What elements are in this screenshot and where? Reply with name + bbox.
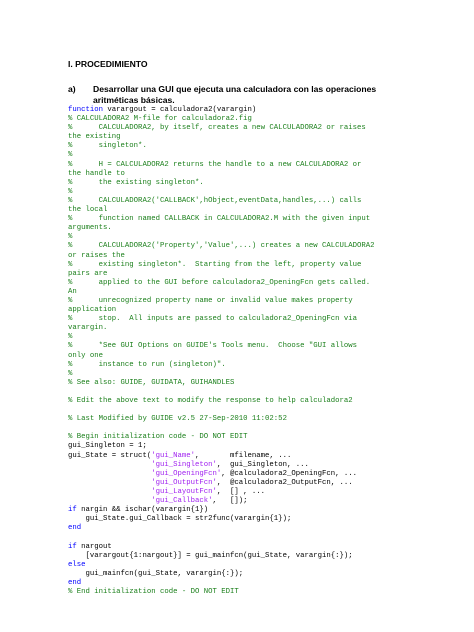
code-line xyxy=(68,570,408,579)
code-line xyxy=(68,415,408,424)
code-token: % See also: GUIDE, GUIDATA, GUIHANDLES xyxy=(68,378,235,387)
subsection-marker: a) xyxy=(68,84,76,94)
code-token: end xyxy=(68,578,82,587)
code-token: application xyxy=(68,306,117,315)
code-token: 'gui_Name' xyxy=(151,451,195,460)
code-token: 'gui_Singleton' xyxy=(151,460,217,469)
code-token: , [] , ... xyxy=(216,487,266,496)
code-token: , @calculadora2_OutputFcn, ... xyxy=(216,478,353,487)
code-token: % Last Modified by GUIDE v2.5 27-Sep-2010 11:02:52 xyxy=(68,415,287,424)
code-token: nargin && ischar(varargin{1}) xyxy=(76,506,209,515)
code-line xyxy=(68,215,408,224)
code-token: % CALCULADORA2 M-file for calculadora2.fig xyxy=(68,115,252,124)
code-line xyxy=(68,506,408,515)
code-line xyxy=(68,170,408,179)
code-line xyxy=(68,397,408,406)
code-line xyxy=(68,524,408,533)
code-token: , @calculadora2_OpeningFcn, ... xyxy=(221,469,358,478)
code-line xyxy=(68,442,408,451)
code-line xyxy=(68,561,408,570)
code-token: % function named CALLBACK in CALCULADORA2.M with the given input xyxy=(68,215,371,224)
code-line xyxy=(68,197,408,206)
code-line xyxy=(68,315,408,324)
code-line xyxy=(68,133,408,142)
code-line xyxy=(68,270,408,279)
code-token: % H = CALCULADORA2 returns the handle to a new CALCULADORA2 or xyxy=(68,160,362,169)
code-line xyxy=(68,424,408,433)
code-line xyxy=(68,579,408,588)
code-line xyxy=(68,543,408,552)
code-token: the local xyxy=(68,206,108,215)
code-token xyxy=(68,470,151,478)
code-token: % xyxy=(68,233,73,242)
code-token: gui_State.gui_Callback = str2func(varargin{1}); xyxy=(68,515,292,524)
code-token: % applied to the GUI before calculadora2_OpeningFcn gets called. xyxy=(68,278,371,287)
subsection-item xyxy=(68,84,408,105)
code-line xyxy=(68,406,408,415)
code-line xyxy=(68,124,408,133)
code-line xyxy=(68,179,408,188)
code-line xyxy=(68,142,408,151)
code-line xyxy=(68,233,408,242)
code-token: gui_State = struct( xyxy=(68,451,152,460)
code-line xyxy=(68,388,408,397)
subsection-text: Desarrollar una GUI que ejecuta una calculadora con las operaciones aritméticas básicas. xyxy=(93,84,377,105)
code-line xyxy=(68,515,408,524)
code-line xyxy=(68,352,408,361)
code-token: end xyxy=(68,524,82,533)
code-token: % unrecognized property name or invalid value makes property xyxy=(68,296,353,305)
code-line xyxy=(68,151,408,160)
code-line xyxy=(68,461,408,470)
code-line xyxy=(68,297,408,306)
code-token: % instance to run (singleton)". xyxy=(68,360,226,369)
code-token: [varargout{1:nargout}] = gui_mainfcn(gui_State, varargin{:}); xyxy=(68,551,353,560)
code-line xyxy=(68,361,408,370)
code-token: % xyxy=(68,151,73,160)
code-line xyxy=(68,279,408,288)
code-line xyxy=(68,379,408,388)
code-line xyxy=(68,288,408,297)
code-line xyxy=(68,342,408,351)
section-heading: I. PROCEDIMIENTO xyxy=(68,59,148,69)
code-token: varargout = calculadora2(varargin) xyxy=(103,106,257,114)
code-line xyxy=(68,370,408,379)
code-line xyxy=(68,115,408,124)
code-token: 'gui_Callback' xyxy=(151,497,213,506)
code-line xyxy=(68,161,408,170)
code-token: function xyxy=(68,106,104,114)
code-token: 'gui_OpeningFcn' xyxy=(151,469,222,478)
code-line xyxy=(68,324,408,333)
code-line xyxy=(68,452,408,461)
code-line xyxy=(68,224,408,233)
code-token: % singleton*. xyxy=(68,142,147,151)
code-token: % CALCULADORA2('CALLBACK',hObject,eventData,handles,...) calls xyxy=(68,196,362,205)
code-token: % xyxy=(68,333,73,342)
code-line xyxy=(68,497,408,506)
matlab-code-block xyxy=(68,106,408,597)
code-line xyxy=(68,433,408,442)
code-line xyxy=(68,242,408,251)
code-token: % Edit the above text to modify the response to help calculadora2 xyxy=(68,397,353,405)
code-token: arguments. xyxy=(68,224,112,233)
code-token: only one xyxy=(68,351,104,360)
code-line xyxy=(68,252,408,261)
code-token: % End initialization code - DO NOT EDIT xyxy=(68,587,239,596)
code-line xyxy=(68,533,408,542)
code-token: the existing xyxy=(68,133,121,142)
code-token: % the existing singleton*. xyxy=(68,178,204,187)
code-line xyxy=(68,552,408,561)
code-line xyxy=(68,488,408,497)
code-token xyxy=(68,488,151,496)
code-token: varargin. xyxy=(68,324,108,333)
code-token: if xyxy=(68,506,77,515)
code-token xyxy=(68,479,151,487)
code-token: gui_mainfcn(gui_State, varargin{:}); xyxy=(68,569,244,578)
code-token: , gui_Singleton, ... xyxy=(216,460,309,469)
code-token: % CALCULADORA2, by itself, creates a new CALCULADORA2 or raises xyxy=(68,124,366,133)
code-token: 'gui_OutputFcn' xyxy=(151,478,217,487)
code-line xyxy=(68,470,408,479)
code-token: the handle to xyxy=(68,169,125,178)
code-token: % Begin initialization code - DO NOT EDIT xyxy=(68,433,248,442)
code-token: An xyxy=(68,287,77,296)
code-line xyxy=(68,206,408,215)
code-line xyxy=(68,261,408,270)
code-token: % xyxy=(68,187,73,196)
code-token: nargout xyxy=(76,542,112,551)
code-token: , []); xyxy=(212,497,248,506)
code-token: else xyxy=(68,560,86,569)
code-line xyxy=(68,333,408,342)
code-token xyxy=(68,461,151,469)
code-token: % xyxy=(68,369,73,378)
code-line xyxy=(68,188,408,197)
code-token: 'gui_LayoutFcn' xyxy=(151,487,217,496)
code-token: gui_Singleton = 1; xyxy=(68,442,147,451)
code-token: % *See GUI Options on GUIDE's Tools menu. Choose "GUI allows xyxy=(68,342,358,351)
code-token xyxy=(68,497,151,505)
code-line xyxy=(68,479,408,488)
code-token: % stop. All inputs are passed to calculadora2_OpeningFcn via xyxy=(68,315,358,324)
code-line xyxy=(68,588,408,597)
code-token: pairs are xyxy=(68,269,108,278)
code-line xyxy=(68,306,408,315)
code-token: , mfilename, ... xyxy=(195,451,292,460)
code-token: % CALCULADORA2('Property','Value',...) creates a new CALCULADORA2 xyxy=(68,242,375,251)
code-line xyxy=(68,106,408,115)
code-token: if xyxy=(68,542,77,551)
code-token: or raises the xyxy=(68,251,125,260)
code-token: % existing singleton*. Starting from the left, property value xyxy=(68,260,362,269)
